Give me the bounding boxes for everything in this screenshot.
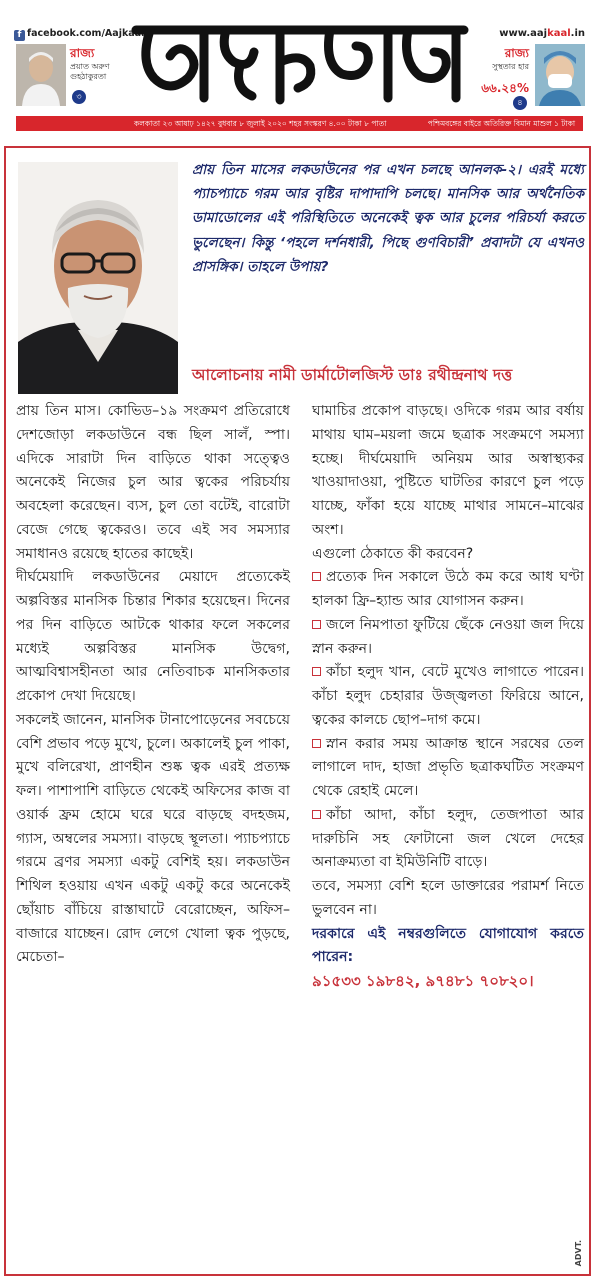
facebook-icon: f — [14, 30, 25, 41]
paragraph: তবে, সমস্যা বেশি হলে ডাক্তারের পরামর্শ নিতে ভুলবেন না। — [312, 878, 584, 918]
right-teaser[interactable]: রাজ্য সুস্থতার হার ৬৬.২৪% ৪ — [475, 44, 585, 106]
paragraph: সকলেই জানেন, মানসিক টানাপোড়েনের সবচেয়ে বেশি প্রভাব পড়ে মুখে, চুলে। অকালেই চুল পাকা, মুখে বলিরেখা, প্রাণহীন শুষ্ক ত্বক এরই প্রত্যক্ষ ফল। পাশাপাশি বাড়িতে থেকেই অফিসের কাজ বা ওয়ার্ক ফ্রম হোমে ঘরে ঘরে বাড়ছে বদহজম, গ্যাস, অম্বলের সমস্যা। বাড়ছে স্থূলতা। প্যাচপ্যাচে গরমে ব্রণর সমস্যা একটু বেশিই হয়। লকডাউন শিথিল হওয়ায় এখন একটু একটু করে অনেকেই ছোঁয়াচ বাঁচিয়ে রাস্তাঘাটে বেরোচ্ছেন, অফিস–বাজারে যাচ্ছেন। রোদ লেগে খোলা ত্বক পুড়ছে, মেচেতা– — [16, 711, 290, 966]
paragraph: দীর্ঘমেয়াদি লকডাউনের মেয়াদে প্রত্যেকেই অল্পবিস্তর মানসিক চিন্তার শিকার হয়েছেন। দিনের পর দিন বাড়িতে আটকে থাকার ফলে সকলের মধ্যেই অল্পবিস্তর মানসিক উদ্বেগ, আত্মবিশ্বাসহীনতা আর নেতিবাচক মানসিকতার প্রকোপ দেখা দিয়েছে। — [16, 569, 290, 704]
teaser-photo-health-worker — [535, 44, 585, 106]
masthead — [0, 0, 597, 128]
checkbox-bullet-icon — [312, 620, 321, 629]
tip-item: কাঁচা হলুদ খান, বেটে মুখেও লাগাতে পারেন। কাঁচা হলুদ চেহারার উজ্জ্বলতা ফিরিয়ে আনে, ত্বকের কালচে ছোপ–দাগ কমে। — [312, 664, 584, 728]
article-column-right — [312, 400, 584, 994]
article-column-left — [16, 400, 290, 970]
website-link[interactable]: www.aajkaal.in — [499, 28, 585, 39]
tip-item: কাঁচা আদা, কাঁচা হলুদ, তেজপাতা আর দারুচিনি সহ ফোটানো জল খেলে দেহের অনাক্রম্যতা বা ইমিউনিটি বাড়ে। — [312, 806, 584, 871]
phone-numbers[interactable]: ৯১৫৩৩ ১৯৮৪২, ৯৭৪৮১ ৭০৮২০। — [312, 972, 534, 990]
aajkaal-logo — [130, 22, 470, 112]
checkbox-bullet-icon — [312, 667, 321, 676]
checkbox-bullet-icon — [312, 810, 321, 819]
advertisement-label: ADVT. — [574, 1239, 583, 1266]
checkbox-bullet-icon — [312, 572, 321, 581]
facebook-link[interactable]: f facebook.com/Aajkaal — [14, 28, 144, 41]
page-number-badge: ৩ — [72, 90, 86, 104]
article-intro: প্রায় তিন মাসের লকডাউনের পর এখন চলছে আনলক-২। এরই মধ্যে প্যাচপ্যাচে গরম আর বৃষ্টির দাপাদাপি চলছে। মানসিক আর অর্থনৈতিক ডামাডোলের এই পরিস্থিতিতে অনেকেই ত্বক আর চুলের পরিচর্যা করতে ভুলেছেন। কিন্তু ‘পহলে দর্শনধারী, পিছে গুণবিচারী’ প্রবাদটা যে এখনও প্রাসঙ্গিক। তাহলে উপায়? — [192, 162, 584, 275]
article-byline: আলোচনায় নামী ডার্মাটোলজিস্ট ডাঃ রথীন্দ্রনাথ দত্ত — [192, 366, 513, 384]
page-number-badge: ৪ — [513, 96, 527, 110]
dateline-bar: কলকাতা ২৩ আষাঢ় ১৪২৭ বুধবার ৮ জুলাই ২০২০ শহর সংস্করণ ৪.০০ টাকা ৮ পাতা পশ্চিমবঙ্গের বাইরে অতিরিক্ত বিমান মাশুল ১ টাকা — [16, 116, 583, 131]
doctor-portrait — [18, 162, 178, 394]
article-frame — [4, 146, 591, 1276]
tip-item: জলে নিমপাতা ফুটিয়ে ছেঁকে নেওয়া জল দিয়ে স্নান করুন। — [312, 616, 584, 657]
paragraph: প্রায় তিন মাস। কোভিড–১৯ সংক্রমণ প্রতিরোধে দেশজোড়া লকডাউনে বন্ধ ছিল সালঁ, স্পা। এদিকে সারাটা দিন বাড়িতে থাকা সত্ত্বেও অনেকেই নিজের চুল আর ত্বকের পরিচর্যায় অবহেলা করেছেন। ব্যস, চুল তো বটেই, বারোটা বেজে গেছে ত্বকেরও। তবে এই সব সমস্যার সমাধানও রয়েছে হাতের কাছেই। — [16, 403, 290, 562]
tip-item: স্নান করার সময় আক্রান্ত স্থানে সরষের তেল লাগালে দাদ, হাজা প্রভৃতি ছত্রাকঘটিত সংক্রমণ থেকে রেহাই মেলে। — [312, 735, 584, 799]
teaser-photo-arun — [16, 44, 66, 106]
contact-prompt: দরকারে এই নম্বরগুলিতে যোগাযোগ করতে পারেন: — [312, 925, 584, 966]
subheading: এগুলো ঠেকাতে কী করবেন? — [312, 545, 474, 562]
checkbox-bullet-icon — [312, 739, 321, 748]
tip-item: প্রত্যেক দিন সকালে উঠে কম করে আধ ঘণ্টা হালকা ফ্রি–হ্যান্ড আর যোগাসন করুন। — [312, 569, 584, 609]
left-teaser[interactable]: রাজ্য প্রয়াত অরুণ গুহঠাকুরতা ৩ — [16, 44, 116, 106]
paragraph: ঘামাচির প্রকোপ বাড়ছে। ওদিকে গরম আর বর্ষায় মাথায় ঘাম–ময়লা জমে ছত্রাক সংক্রমণে সমস্যা হচ্ছে। দীর্ঘমেয়াদি অনিয়ম আর অস্বাস্থ্যকর খাওয়াদাওয়া, পুষ্টিতে ঘাটতির কারণে চুল পড়ে যাচ্ছে, ফাঁকা হয়ে যাচ্ছে মাথার সামনে–মাঝের অংশ। — [312, 403, 584, 538]
